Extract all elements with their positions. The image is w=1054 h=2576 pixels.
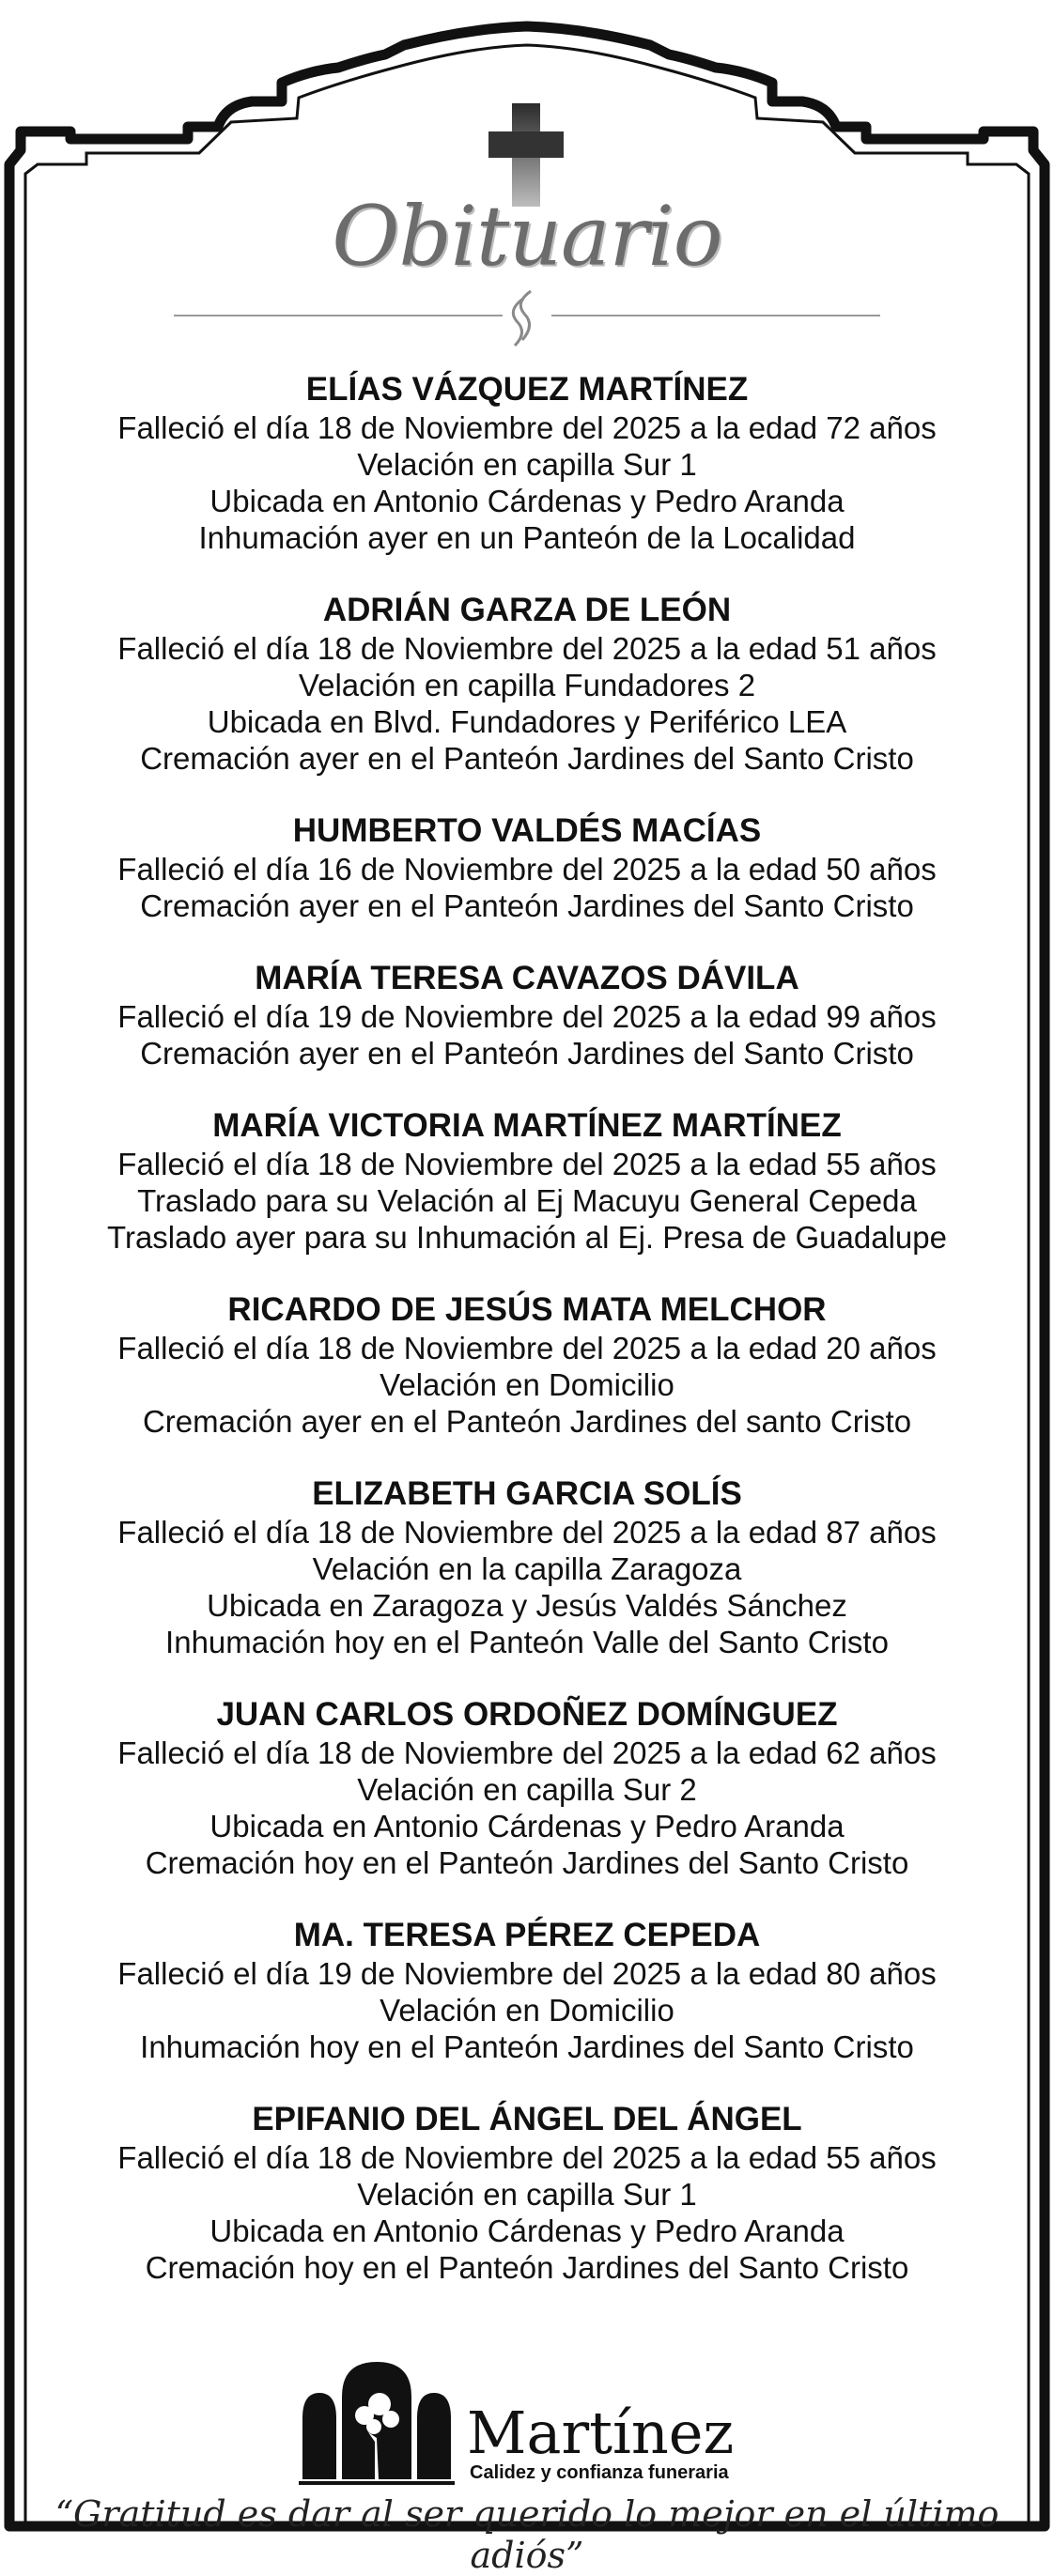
motto: “Gratitud es dar al ser querido lo mejor en el último adiós” [54, 2493, 1000, 2576]
deceased-name: HUMBERTO VALDÉS MACÍAS [292, 812, 762, 849]
obituary-entry [28, 1107, 1026, 1256]
obituary-detail-line: Velación en Domicilio [380, 1993, 674, 2028]
brand-tagline: Calidez y confianza funeraria [470, 2462, 729, 2483]
obituary-detail-line: Ubicada en Antonio Cárdenas y Pedro Aranda [209, 1809, 845, 1843]
deceased-name: JUAN CARLOS ORDOÑEZ DOMÍNGUEZ [216, 1696, 838, 1733]
obituary-detail-line: Falleció el día 19 de Noviembre del 2025 a la edad 99 años [117, 999, 937, 1034]
obituary-detail-line: Falleció el día 18 de Noviembre del 2025 a la edad 72 años [117, 410, 937, 445]
obituary-detail-line: Velación en la capilla Zaragoza [312, 1551, 742, 1586]
deceased-name: MARÍA VICTORIA MARTÍNEZ MARTÍNEZ [212, 1107, 842, 1144]
obituary-detail-line: Cremación ayer en el Panteón Jardines del santo Cristo [142, 1404, 912, 1439]
obituary-entry [28, 1475, 1026, 1660]
obituary-entry [28, 960, 1026, 1072]
obituary-detail-line: Falleció el día 18 de Noviembre del 2025 a la edad 55 años [117, 2140, 937, 2175]
obituary-entry [28, 812, 1026, 924]
obituary-detail-line: Ubicada en Zaragoza y Jesús Valdés Sánchez [207, 1588, 847, 1623]
obituary-entry [28, 1291, 1026, 1440]
obituary-detail-line: Falleció el día 18 de Noviembre del 2025 a la edad 62 años [117, 1735, 937, 1770]
obituary-detail-line: Falleció el día 18 de Noviembre del 2025 a la edad 55 años [117, 1147, 937, 1181]
obituary-detail-line: Velación en capilla Fundadores 2 [298, 668, 756, 702]
obituary-detail-line: Inhumación hoy en el Panteón Valle del Santo Cristo [165, 1625, 889, 1659]
obituary-detail-line: Falleció el día 19 de Noviembre del 2025 a la edad 80 años [117, 1956, 937, 1991]
obituary-entry [28, 1917, 1026, 2065]
flourish-icon [513, 291, 531, 346]
obituary-entry [28, 1696, 1026, 1881]
deceased-name: ELÍAS VÁZQUEZ MARTÍNEZ [305, 371, 749, 408]
obituary-detail-line: Falleció el día 16 de Noviembre del 2025 a la edad 50 años [117, 852, 937, 887]
obituary-detail-line: Ubicada en Antonio Cárdenas y Pedro Aranda [209, 2214, 845, 2248]
obituary-detail-line: Cremación ayer en el Panteón Jardines del Santo Cristo [140, 1036, 914, 1071]
obituary-detail-line: Velación en capilla Sur 1 [357, 447, 697, 482]
obituary-entry [28, 592, 1026, 777]
deceased-name: ELIZABETH GARCIA SOLÍS [312, 1475, 742, 1512]
obituary-detail-line: Traslado para su Velación al Ej Macuyu General Cepeda [137, 1183, 917, 1218]
obituary-detail-line: Inhumación hoy en el Panteón Jardines del Santo Cristo [140, 2029, 914, 2064]
obituary-detail-line: Inhumación ayer en un Panteón de la Localidad [198, 520, 856, 555]
brand-name: Martínez [467, 2399, 735, 2467]
deceased-name: RICARDO DE JESÚS MATA MELCHOR [227, 1291, 827, 1328]
obituary-detail-line: Ubicada en Blvd. Fundadores y Periférico LEA [207, 704, 847, 739]
page-title: Obituario [332, 188, 722, 285]
obituary-detail-line: Falleció el día 18 de Noviembre del 2025 a la edad 20 años [117, 1331, 937, 1365]
deceased-name: MA. TERESA PÉREZ CEPEDA [293, 1917, 761, 1953]
obituary-detail-line: Cremación hoy en el Panteón Jardines del Santo Cristo [145, 1845, 909, 1880]
obituary-detail-line: Velación en capilla Sur 2 [357, 1772, 697, 1807]
obituary-detail-line: Falleció el día 18 de Noviembre del 2025 a la edad 87 años [117, 1515, 937, 1550]
deceased-name: ADRIÁN GARZA DE LEÓN [322, 592, 732, 628]
deceased-name: MARÍA TERESA CAVAZOS DÁVILA [255, 960, 799, 996]
obituary-detail-line: Ubicada en Antonio Cárdenas y Pedro Aranda [209, 484, 845, 518]
obituary-list [28, 371, 1026, 2321]
obituary-entry [28, 2101, 1026, 2286]
obituary-detail-line: Velación en capilla Sur 1 [357, 2177, 697, 2212]
obituary-entry [28, 371, 1026, 556]
obituary-detail-line: Cremación ayer en el Panteón Jardines del Santo Cristo [140, 741, 914, 776]
obituary-detail-line: Cremación ayer en el Panteón Jardines del Santo Cristo [140, 888, 914, 923]
deceased-name: EPIFANIO DEL ÁNGEL DEL ÁNGEL [252, 2101, 802, 2137]
obituary-detail-line: Falleció el día 18 de Noviembre del 2025 a la edad 51 años [117, 631, 937, 666]
obituary-detail-line: Traslado ayer para su Inhumación al Ej. Presa de Guadalupe [107, 1220, 947, 1255]
obituary-detail-line: Velación en Domicilio [380, 1367, 674, 1402]
obituary-detail-line: Cremación hoy en el Panteón Jardines del Santo Cristo [145, 2250, 909, 2285]
